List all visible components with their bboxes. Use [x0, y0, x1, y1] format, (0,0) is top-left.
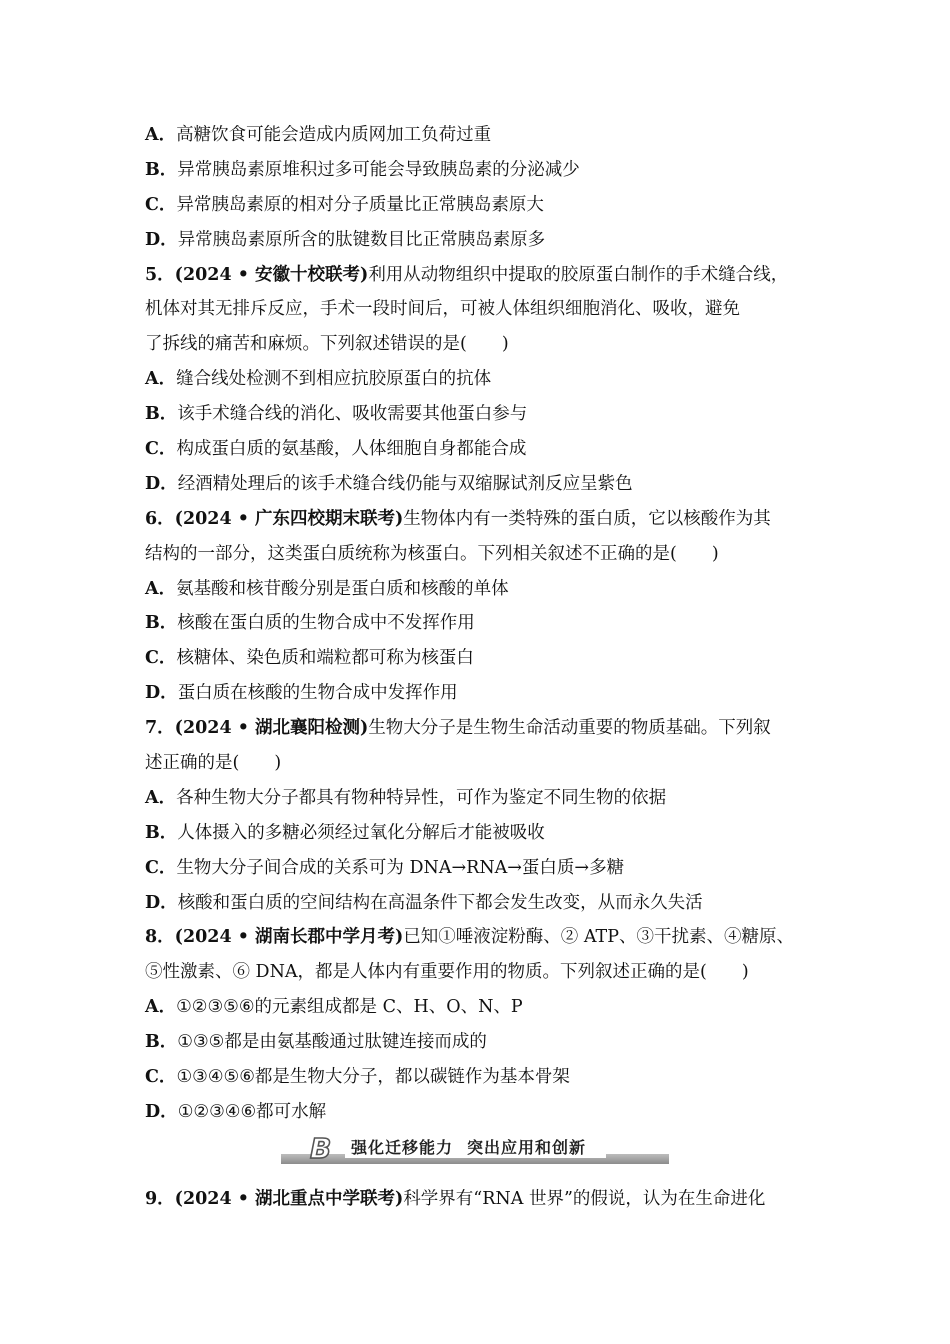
line-label: A． [145, 125, 177, 145]
text-line [145, 851, 825, 886]
line-text: 该手术缝合线的消化、吸收需要其他蛋白参与 [177, 404, 528, 425]
text-line [145, 641, 825, 676]
line-text: 已知①唾液淀粉酶、② ATP、③干扰素、④糖原、 [403, 927, 795, 948]
text-line [145, 502, 825, 537]
text-line [145, 432, 825, 467]
banner-title [345, 1135, 606, 1158]
text-line [145, 955, 825, 990]
line-label: A． [145, 787, 177, 808]
text-line [145, 258, 825, 293]
line-label: A． [145, 997, 177, 1018]
text-line [145, 886, 825, 921]
text-line [145, 1095, 825, 1130]
question-9-label: 9．(2024 • 湖北重点中学联考) [145, 1188, 404, 1209]
line-label: B． [145, 613, 178, 634]
line-label: 8．(2024 • 湖南长郡中学月考) [145, 927, 404, 948]
line-text: 氨基酸和核苷酸分别是蛋白质和核酸的单体 [176, 578, 509, 599]
line-text: 机体对其无排斥反应，手术一段时间后，可被人体组织细胞消化、吸收，避免 [145, 299, 740, 320]
line-label: B． [145, 159, 178, 180]
line-text: ⑤性激素、⑥ DNA，都是人体内有重要作用的物质。下列叙述正确的是( ) [145, 962, 749, 983]
line-label: B． [145, 1032, 178, 1053]
line-text: 异常胰岛素原所含的肽键数目比正常胰岛素原多 [177, 229, 546, 250]
line-text: 了拆线的痛苦和麻烦。下列叙述错误的是( ) [145, 334, 509, 355]
text-line [145, 920, 825, 955]
text-line [145, 1025, 825, 1060]
line-label: C． [145, 648, 177, 669]
line-text: 核糖体、染色质和端粒都可称为核蛋白 [176, 648, 474, 669]
line-label: A． [145, 369, 177, 390]
text-line [145, 676, 825, 711]
line-text: 人体摄入的多糖必须经过氧化分解后才能被吸收 [177, 822, 545, 843]
line-text: 结构的一部分，这类蛋白质统称为核蛋白。下列相关叙述不正确的是( ) [145, 543, 719, 564]
line-label: A． [145, 578, 177, 599]
line-text: 构成蛋白质的氨基酸，人体细胞自身都能合成 [176, 439, 527, 460]
question-9-line [145, 1182, 825, 1217]
line-label: C． [145, 1067, 177, 1088]
line-label: C． [145, 439, 177, 460]
line-label: D． [145, 1101, 178, 1122]
text-line [145, 816, 825, 851]
line-text: ①②③④⑥都可水解 [177, 1101, 327, 1122]
line-text: 经酒精处理后的该手术缝合线仍能与双缩脲试剂反应呈紫色 [177, 473, 633, 494]
section-banner [145, 1132, 825, 1176]
text-line [145, 781, 825, 816]
text-line [145, 362, 825, 397]
text-line [145, 223, 825, 258]
line-text: 缝合线处检测不到相应抗胶原蛋白的抗体 [176, 369, 492, 390]
text-line [145, 711, 825, 746]
banner-letter-b-icon: B [310, 1131, 332, 1165]
banner-title-part1: 强化迁移能力 [351, 1137, 454, 1157]
question-lines [145, 118, 825, 1130]
page-content [145, 118, 825, 1217]
line-label: 6．(2024 • 广东四校期末联考) [145, 508, 404, 529]
line-label: D． [145, 229, 178, 250]
line-text: 核酸在蛋白质的生物合成中不发挥作用 [177, 613, 475, 634]
line-label: C． [145, 857, 177, 878]
line-text: 生物大分子是生物生命活动重要的物质基础。下列叙 [368, 718, 771, 739]
line-label: B． [145, 404, 178, 425]
line-text: 生物体内有一类特殊的蛋白质，它以核酸作为其 [403, 508, 771, 529]
line-label: 5．(2024 • 安徽十校联考) [145, 264, 369, 285]
line-label: D． [145, 683, 178, 704]
line-label: C． [145, 194, 177, 215]
banner-title-part2: 突出应用和创新 [467, 1137, 587, 1157]
text-line [145, 188, 825, 223]
line-text: 生物大分子间合成的关系可为 DNA→RNA→蛋白质→多糖 [176, 857, 625, 878]
line-text: ①②③⑤⑥的元素组成都是 C、H、O、N、P [176, 997, 523, 1018]
text-line [145, 327, 825, 362]
text-line [145, 153, 825, 188]
text-line [145, 467, 825, 502]
line-text: ①③④⑤⑥都是生物大分子，都以碳链作为基本骨架 [176, 1067, 570, 1088]
line-text: 各种生物大分子都具有物种特异性，可作为鉴定不同生物的依据 [176, 787, 667, 808]
text-line [145, 606, 825, 641]
text-line [145, 746, 825, 781]
text-line [145, 990, 825, 1025]
line-text: ①③⑤都是由氨基酸通过肽键连接而成的 [177, 1032, 487, 1053]
line-text: 异常胰岛素原堆积过多可能会导致胰岛素的分泌减少 [177, 159, 580, 180]
line-text: 高糖饮食可能会造成内质网加工负荷过重 [176, 125, 492, 145]
text-line [145, 1060, 825, 1095]
line-label: B． [145, 822, 178, 843]
line-label: D． [145, 473, 178, 494]
text-line [145, 118, 825, 153]
line-label: D． [145, 892, 178, 913]
line-text: 利用从动物组织中提取的胶原蛋白制作的手术缝合线， [368, 264, 789, 285]
line-text: 蛋白质在核酸的生物合成中发挥作用 [177, 683, 458, 704]
text-line [145, 572, 825, 607]
text-line [145, 292, 825, 327]
line-text: 述正确的是( ) [145, 753, 282, 774]
text-line [145, 537, 825, 572]
text-line [145, 397, 825, 432]
line-text: 核酸和蛋白质的空间结构在高温条件下都会发生改变，从而永久失活 [177, 892, 703, 913]
line-label: 7．(2024 • 湖北襄阳检测) [145, 718, 369, 739]
line-text: 异常胰岛素原的相对分子质量比正常胰岛素原大 [176, 194, 544, 215]
question-9-text: 科学界有“RNA 世界”的假说，认为在生命进化 [403, 1188, 766, 1209]
